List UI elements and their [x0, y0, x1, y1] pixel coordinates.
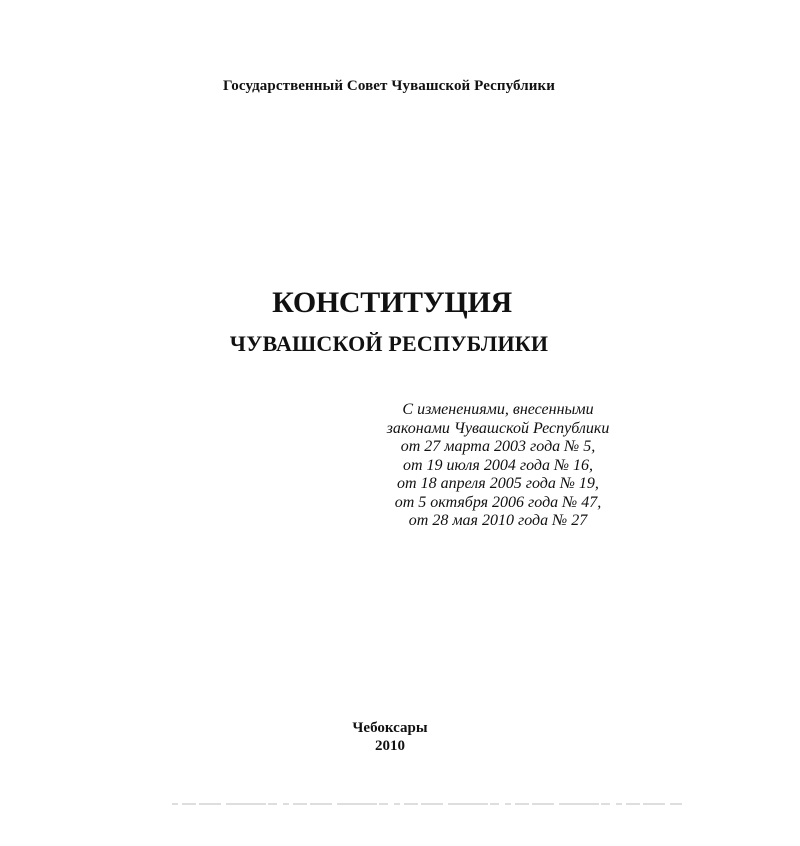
amendment-line: от 27 марта 2003 года № 5,	[400, 438, 596, 455]
document-title	[0, 286, 800, 320]
imprint-year: 2010	[375, 738, 405, 754]
imprint-city: Чебоксары	[352, 720, 428, 736]
amendment-line: от 19 июля 2004 года № 16,	[402, 456, 594, 474]
document-subtitle	[0, 331, 800, 357]
amendment-line: от 5 октября 2006 года № 47,	[394, 493, 602, 511]
dashed-line-icon	[172, 803, 682, 805]
document-title-sub: ЧУВАШСКОЙ РЕСПУБЛИКИ	[229, 331, 549, 356]
organization-heading	[0, 78, 800, 95]
amendments-note	[360, 401, 636, 531]
amendment-line: от 28 мая 2010 года № 27	[408, 512, 588, 529]
amendment-line: от 18 апреля 2005 года № 19,	[397, 475, 599, 492]
document-title-main: КОНСТИТУЦИЯ	[272, 286, 512, 319]
scan-artifact-line	[172, 803, 682, 805]
amendment-line: законами Чувашской Республики	[386, 419, 610, 437]
imprint	[330, 719, 450, 755]
amendment-line: С изменениями, внесенными	[402, 401, 594, 418]
organization-name: Государственный Совет Чувашской Республики	[222, 78, 556, 94]
